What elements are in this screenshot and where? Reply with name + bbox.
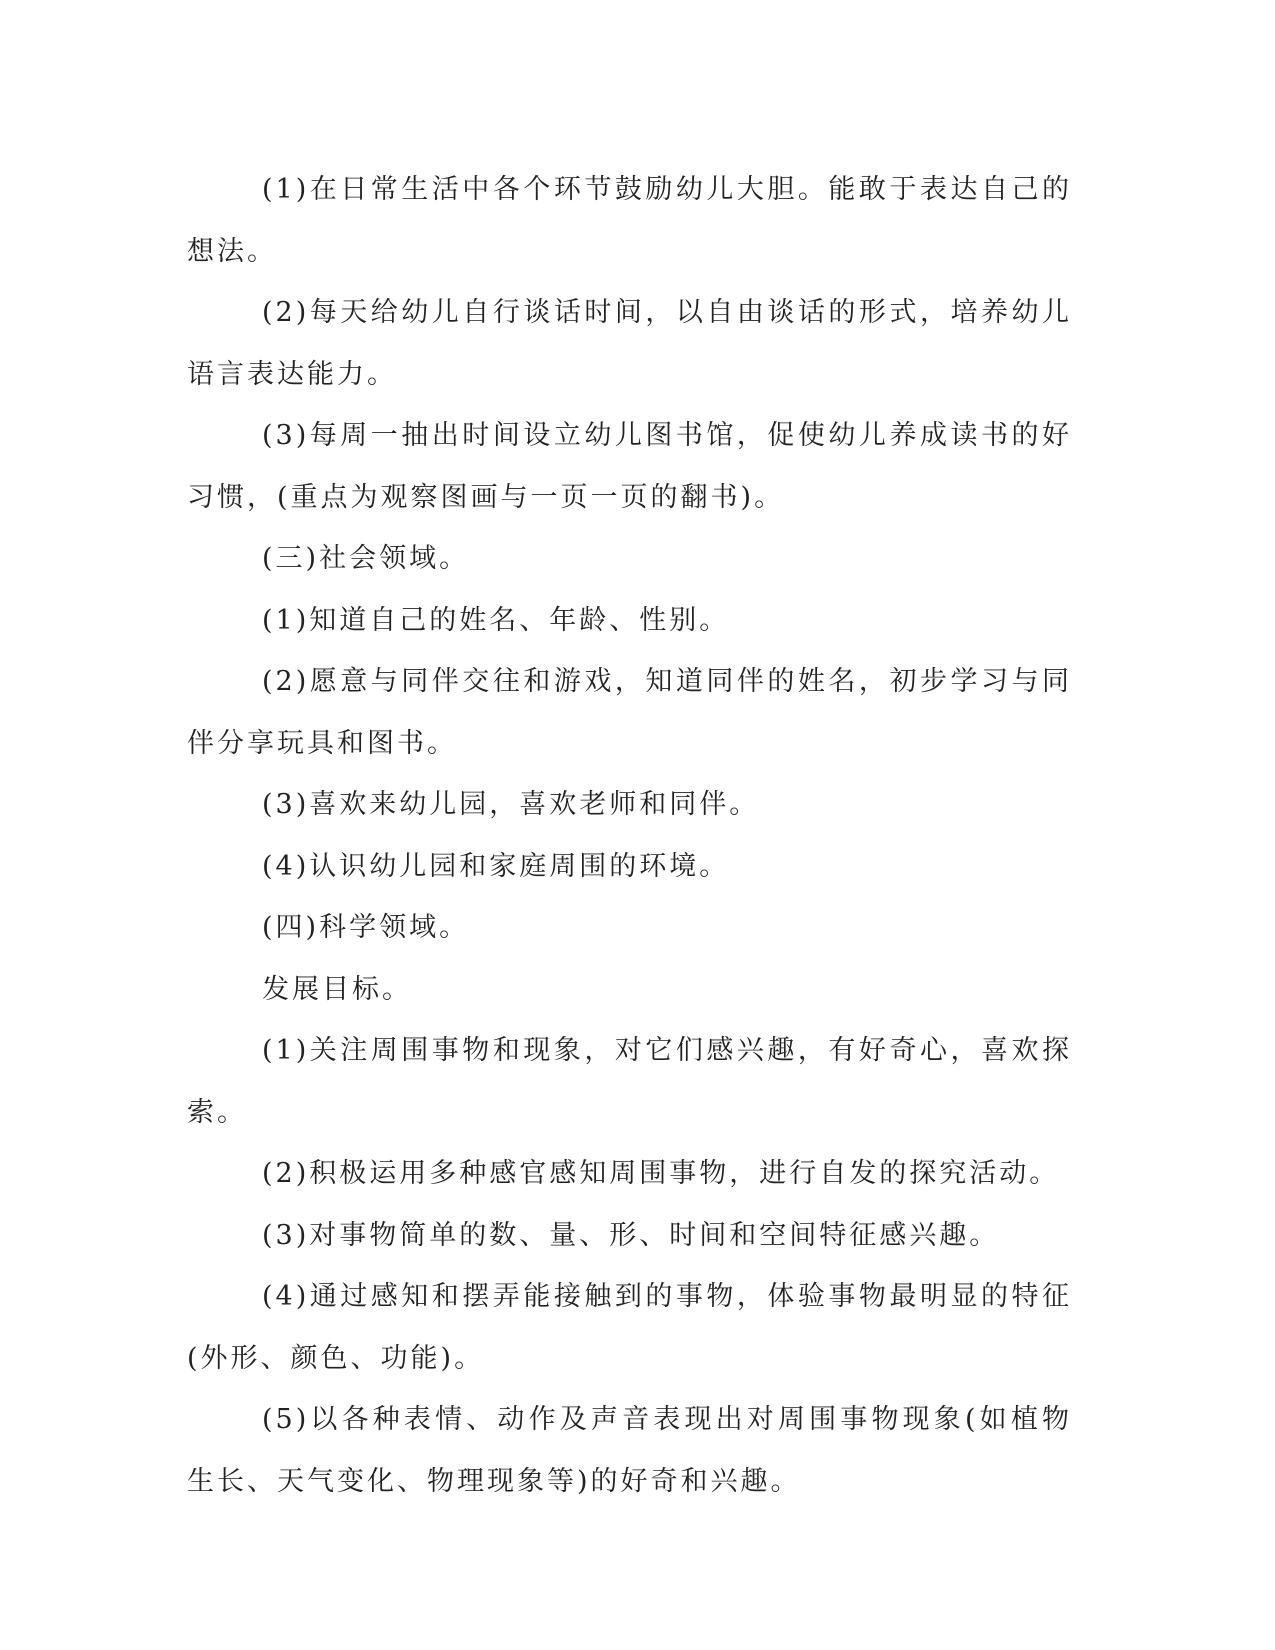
section-heading-social: (三)社会领域。 xyxy=(262,543,470,574)
paragraph-social-2: (2)愿意与同伴交往和游戏，知道同伴的姓名，初步学习与同伴分享玩具和图书。 xyxy=(187,666,1072,759)
paragraph-social-1: (1)知道自己的姓名、年龄、性别。 xyxy=(262,604,730,636)
paragraph-science-2: (2)积极运用多种感官感知周围事物，进行自发的探究活动。 xyxy=(262,1158,1060,1189)
paragraph-social-4: (4)认识幼儿园和家庭周围的环境。 xyxy=(262,850,730,882)
paragraph-language-1: (1)在日常生活中各个环节鼓励幼儿大胆。能敢于表达自己的想法。 xyxy=(187,174,1072,267)
subheading-goals: 发展目标。 xyxy=(262,973,412,1005)
paragraph-language-3: (3)每周一抽出时间设立幼儿图书馆，促使幼儿养成读书的好习惯，(重点为观察图画与一页一页的翻书)。 xyxy=(187,420,1072,513)
section-heading-science: (四)科学领域。 xyxy=(262,912,470,943)
paragraph-science-1: (1)关注周围事物和现象，对它们感兴趣，有好奇心，喜欢探索。 xyxy=(187,1035,1072,1128)
paragraph-language-2: (2)每天给幼儿自行谈话时间，以自由谈话的形式，培养幼儿语言表达能力。 xyxy=(187,297,1072,390)
paragraph-science-5: (5)以各种表情、动作及声音表现出对周围事物现象(如植物生长、天气变化、物理现象等)的好奇和兴趣。 xyxy=(187,1404,1072,1497)
document-body xyxy=(187,159,1072,1512)
paragraph-social-3: (3)喜欢来幼儿园，喜欢老师和同伴。 xyxy=(262,789,760,820)
paragraph-science-3: (3)对事物简单的数、量、形、时间和空间特征感兴趣。 xyxy=(262,1219,1000,1251)
paragraph-science-4: (4)通过感知和摆弄能接触到的事物，体验事物最明显的特征(外形、颜色、功能)。 xyxy=(187,1281,1072,1374)
